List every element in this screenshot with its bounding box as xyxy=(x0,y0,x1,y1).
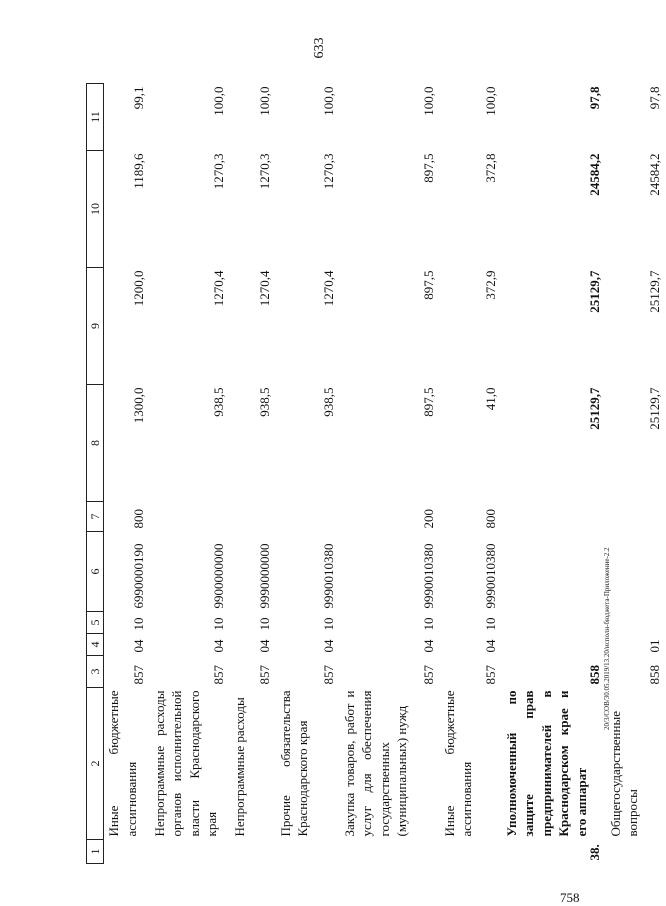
cell-csr xyxy=(606,532,666,612)
cell-rz: 04 xyxy=(131,639,147,653)
cell-ved: 857 xyxy=(421,665,437,685)
table-row xyxy=(276,84,340,864)
column-header: 9 xyxy=(87,268,104,385)
cell-c8: 25129,7 xyxy=(647,387,663,430)
cell-c11: 100,0 xyxy=(321,86,337,116)
cell-c11: 97,8 xyxy=(587,86,603,110)
table-row xyxy=(150,84,230,864)
cell-ved: 857 xyxy=(131,665,147,685)
cell-vr: 200 xyxy=(421,509,437,529)
cell-c8: 938,5 xyxy=(257,387,273,417)
column-header: 3 xyxy=(87,656,104,688)
cell-c11: 100,0 xyxy=(211,86,227,116)
cell-rz: 04 xyxy=(257,639,273,653)
cell-num xyxy=(276,840,340,864)
cell-csr xyxy=(502,532,606,612)
cell-name: Иные бюджетные ассигнования xyxy=(441,690,475,837)
cell-c9: 1270,4 xyxy=(257,270,273,307)
cell-c9: 1270,4 xyxy=(321,270,337,307)
cell-rz: 04 xyxy=(421,639,437,653)
cell-c8: 41,0 xyxy=(483,387,499,411)
cell-num xyxy=(104,840,150,864)
cell-name: Закупка товаров, работ и услуг для обеспечения государственных (муниципальных) нужд xyxy=(341,690,410,837)
cell-c10: 1270,3 xyxy=(257,153,273,190)
table-row xyxy=(440,84,502,864)
cell-csr: 9990000000 xyxy=(257,543,273,609)
column-header: 7 xyxy=(87,502,104,532)
cell-rz: 01 xyxy=(647,639,663,653)
table-body xyxy=(104,84,666,864)
cell-rz: 04 xyxy=(321,639,337,653)
cell-c10: 24584,2 xyxy=(647,153,663,196)
cell-ved: 857 xyxy=(257,665,273,685)
cell-c10: 897,5 xyxy=(421,153,437,183)
cell-pr xyxy=(502,612,606,634)
cell-c9: 897,5 xyxy=(421,270,437,300)
table-row xyxy=(502,84,606,864)
cell-vr xyxy=(230,502,276,532)
cell-c11: 100,0 xyxy=(421,86,437,116)
cell-ved: 858 xyxy=(647,665,663,685)
cell-c8: 938,5 xyxy=(211,387,227,417)
cell-name: Прочие обязательства Краснодарского края xyxy=(277,690,311,837)
cell-pr: 10 xyxy=(211,617,227,631)
cell-num xyxy=(150,840,230,864)
cell-num xyxy=(230,840,276,864)
cell-c10: 24584,2 xyxy=(587,153,603,196)
column-header: 5 xyxy=(87,612,104,634)
cell-c11: 100,0 xyxy=(483,86,499,116)
cell-num: 38. xyxy=(587,844,603,861)
cell-vr xyxy=(276,502,340,532)
column-header: 11 xyxy=(87,84,104,151)
cell-rz: 04 xyxy=(211,639,227,653)
cell-vr: 800 xyxy=(483,509,499,529)
cell-ved: 857 xyxy=(211,665,227,685)
cell-c8: 938,5 xyxy=(321,387,337,417)
cell-pr: 10 xyxy=(421,617,437,631)
column-header: 10 xyxy=(87,151,104,268)
cell-vr xyxy=(150,502,230,532)
cell-c9: 25129,7 xyxy=(647,270,663,313)
cell-ved: 857 xyxy=(483,665,499,685)
cell-num xyxy=(606,840,666,864)
cell-vr xyxy=(606,502,666,532)
cell-c8: 25129,7 xyxy=(587,387,603,430)
cell-csr: 9990010380 xyxy=(321,543,337,609)
cell-c10: 1189,6 xyxy=(131,153,147,189)
cell-pr: 10 xyxy=(483,617,499,631)
cell-ved: 858 xyxy=(587,665,603,685)
column-header: 8 xyxy=(87,385,104,502)
footer-code: 20/3/СОВ/30.05.2019/13.20/исполн-бюджета-Приложение-2.2 xyxy=(603,547,611,730)
cell-name: Уполномоченный по защите прав предпринимателей в Краснодарском крае и его аппарат xyxy=(503,690,589,837)
cell-num xyxy=(340,840,440,864)
column-header: 4 xyxy=(87,634,104,656)
table-row xyxy=(340,84,440,864)
cell-c9: 1200,0 xyxy=(131,270,147,307)
cell-c11: 99,1 xyxy=(131,86,147,110)
cell-c11: 97,8 xyxy=(647,86,663,110)
cell-c8: 1300,0 xyxy=(131,387,147,424)
cell-c9: 1270,4 xyxy=(211,270,227,307)
cell-csr: 9990010380 xyxy=(421,543,437,609)
cell-c8: 897,5 xyxy=(421,387,437,417)
cell-c9: 25129,7 xyxy=(587,270,603,313)
cell-rz: 04 xyxy=(483,639,499,653)
cell-pr: 10 xyxy=(257,617,273,631)
page-number: 633 xyxy=(312,37,327,59)
cell-pr: 10 xyxy=(131,617,147,631)
cell-c10: 1270,3 xyxy=(211,153,227,190)
cell-name: Общегосударственные вопросы xyxy=(607,711,641,837)
cell-name: Иные бюджетные ассигнования xyxy=(106,690,139,837)
table-header-row xyxy=(87,84,104,864)
cell-c9: 372,9 xyxy=(483,270,499,300)
table-row xyxy=(606,84,666,864)
cell-num xyxy=(440,840,502,864)
cell-rz xyxy=(502,634,606,656)
cell-name: Непрограммные расходы xyxy=(231,697,247,837)
cell-csr: 6990000190 xyxy=(131,543,147,609)
cell-vr: 800 xyxy=(131,509,147,529)
cell-csr: 9900000000 xyxy=(211,543,227,609)
cell-c11: 100,0 xyxy=(257,86,273,116)
table-row xyxy=(104,84,150,864)
cell-ved: 857 xyxy=(321,665,337,685)
cell-vr xyxy=(502,502,606,532)
table-row xyxy=(230,84,276,864)
column-header: 6 xyxy=(87,532,104,612)
column-header: 2 xyxy=(87,688,104,840)
cell-pr: 10 xyxy=(321,617,337,631)
cell-csr: 9990010380 xyxy=(483,543,499,609)
cell-pr xyxy=(606,612,666,634)
cell-c10: 1270,3 xyxy=(321,153,337,190)
cell-name: Непрограммные расходы органов исполнительной власти Краснодарского края xyxy=(151,690,220,837)
budget-table xyxy=(86,83,666,864)
column-header: 1 xyxy=(87,840,104,864)
corner-mark: 758 xyxy=(560,890,580,905)
cell-c10: 372,8 xyxy=(483,153,499,183)
